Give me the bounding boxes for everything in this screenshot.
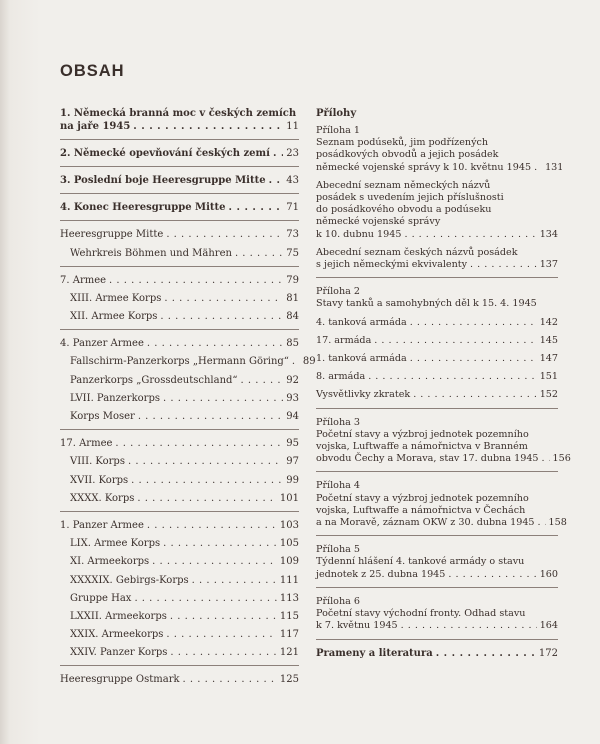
page-number: 158 (548, 517, 567, 529)
entry-title-line: XXIV. Panzer Korps (70, 647, 168, 659)
toc-entry[interactable] (60, 611, 299, 624)
toc-entry[interactable] (60, 275, 299, 288)
dot-leader (448, 569, 536, 581)
dot-leader (470, 259, 537, 271)
page-number: 71 (286, 202, 299, 214)
appendix-entry[interactable] (316, 317, 558, 329)
page-number: 121 (279, 647, 299, 659)
dot-leader (128, 456, 283, 469)
entry-title-line: 7. Armee (60, 274, 107, 286)
section-divider (316, 471, 558, 472)
page-number: 134 (539, 228, 558, 240)
entry-title-line: Početní stavy a výzbroj jednotek pozemního (316, 428, 529, 440)
appendix-entry[interactable] (316, 180, 558, 241)
toc-appendix-column (316, 108, 571, 666)
page-number: 111 (279, 574, 299, 586)
page-number: 152 (539, 389, 558, 401)
entry-title-line: vojska, Luftwaffe a námořnictva v Čechách (316, 504, 526, 516)
entry-title-line: Početní stavy a výzbroj jednotek pozemního (316, 492, 529, 504)
entry-title-line: 17. Armee (60, 438, 113, 450)
page-number: 131 (545, 161, 564, 173)
page-number: 85 (286, 338, 299, 350)
entry-title-line: LXXII. Armeekorps (70, 610, 167, 622)
toc-entry[interactable] (60, 248, 299, 261)
dot-leader (534, 162, 542, 174)
entry-title-line: Týdenní hlášení 4. tankové armády o stavu (316, 556, 525, 568)
page-number: 151 (539, 371, 558, 383)
entry-title-line: LIX. Armee Korps (70, 538, 161, 550)
entry-title-line: vojska, Luftwaffe a námořnictva v Branném (316, 441, 528, 453)
entry-title-line: XII. Armee Korps (70, 311, 158, 323)
section-divider (316, 408, 558, 409)
entry-title-line: s jejich německými ekvivalenty (316, 259, 468, 271)
dot-leader (273, 148, 283, 161)
entry-title-line: 4. Konec Heeresgruppe Mitte (60, 202, 226, 214)
entry-title-line: Korps Moser (70, 411, 135, 423)
section-divider (60, 139, 299, 140)
toc-entry[interactable] (60, 629, 299, 642)
page-number: 75 (286, 247, 299, 259)
page-number: 94 (286, 411, 299, 423)
appendix-entry[interactable] (316, 286, 558, 310)
toc-entry[interactable] (60, 148, 299, 161)
entry-title-line: 1. Panzer Armee (60, 519, 144, 531)
dot-leader (542, 453, 550, 465)
appendix-entry[interactable] (316, 596, 558, 633)
page-number: 105 (279, 538, 299, 550)
dot-leader (183, 674, 277, 687)
page-number: 125 (279, 674, 299, 686)
entry-title-line: XVII. Korps (70, 474, 129, 486)
entry-title-line: 4. Panzer Armee (60, 338, 144, 350)
appendix-entry[interactable] (316, 480, 567, 529)
dot-leader (368, 371, 537, 383)
page-number: 95 (286, 438, 299, 450)
entry-title-line: 2. Německé opevňování českých zemí (60, 147, 270, 159)
entry-title-line: XXIX. Armeekorps (70, 629, 164, 641)
appendix-entry[interactable] (316, 648, 558, 660)
toc-entry[interactable] (60, 411, 299, 424)
entry-title-line: Panzerkorps „Grossdeutschland“ (70, 374, 238, 386)
entry-title-line: 17. armáda (316, 334, 372, 346)
page-number: 84 (286, 311, 299, 323)
section-divider (316, 535, 558, 536)
dot-leader (235, 248, 283, 261)
dot-leader (292, 356, 300, 369)
section-divider (60, 329, 299, 330)
entry-title-line: VIII. Korps (70, 456, 125, 468)
toc-entry[interactable] (60, 229, 299, 242)
page-number: 43 (286, 174, 299, 186)
entry-title-line: německé vojenské správy (316, 216, 441, 228)
page-number: 73 (286, 229, 299, 241)
page-number: 172 (538, 647, 558, 659)
entry-title-line: XIII. Armee Korps (70, 292, 162, 304)
entry-title-line: LVII. Panzerkorps (70, 392, 160, 404)
dot-leader (163, 538, 277, 551)
entry-title-line: do posádkového obvodu a podúseku (316, 204, 492, 216)
page-number: 117 (279, 629, 299, 641)
appendix-entry[interactable] (316, 544, 558, 581)
appendix-caption: Příloha 1 (316, 125, 361, 136)
dot-leader (109, 275, 283, 288)
entry-title-line: a na Moravě, záznam OKW z 30. dubna 1945 (316, 517, 535, 529)
page-number: 81 (286, 292, 299, 304)
appendix-caption: Příloha 5 (316, 544, 361, 556)
toc-entry[interactable] (60, 475, 299, 488)
dot-leader (147, 338, 283, 351)
appendix-heading: Přílohy (316, 108, 357, 119)
toc-entry[interactable] (60, 375, 299, 388)
entry-title-line: Abecední seznam německých názvů (316, 179, 491, 191)
entry-title-line: posádek s uvedením jejich příslušnosti (316, 192, 504, 204)
entry-title-line: Stavy tanků a samohybných děl k 15. 4. 1945 (316, 298, 537, 310)
appendix-caption: Příloha 3 (316, 416, 361, 428)
dot-leader (147, 520, 277, 533)
dot-leader (269, 175, 284, 188)
dot-leader (137, 493, 277, 506)
page-number: 93 (286, 392, 299, 404)
section-divider (60, 220, 299, 221)
entry-title-line: Heeresgruppe Mitte (60, 229, 164, 241)
dot-leader (241, 375, 284, 388)
toc-entry[interactable] (60, 493, 299, 506)
page-number: 137 (539, 259, 558, 271)
dot-leader (163, 393, 283, 406)
entry-title-line: Wehrkreis Böhmen und Mähren (70, 247, 232, 259)
entry-title-line: posádkových obvodů a jejich posádek (316, 149, 499, 161)
dot-leader (410, 353, 537, 365)
page-number: 147 (539, 353, 558, 365)
entry-title-line: 4. tanková armáda (316, 316, 407, 328)
toc-entry[interactable] (60, 293, 299, 306)
toc-entry[interactable] (60, 356, 316, 369)
page-number: 89 (302, 356, 316, 368)
dot-leader (134, 593, 276, 606)
page-number: 97 (286, 456, 299, 468)
toc-entry[interactable] (60, 311, 299, 324)
page-number: 103 (279, 519, 299, 531)
toc-entry[interactable] (60, 456, 299, 469)
page-number: 109 (279, 556, 299, 568)
page-number: 142 (539, 316, 558, 328)
page-number: 113 (279, 592, 299, 604)
section-divider (60, 511, 299, 512)
page-number: 11 (286, 120, 299, 132)
entry-title-line: Gruppe Hax (70, 592, 132, 604)
entry-title-line: Abecední seznam českých názvů posádek (316, 246, 518, 258)
toc-entry[interactable] (60, 175, 299, 188)
dot-leader (131, 475, 283, 488)
page-title: OBSAH (60, 62, 125, 80)
entry-title-line: 1. Německá branná moc v českých zemích (60, 108, 297, 119)
dot-leader (374, 335, 536, 347)
section-divider (60, 166, 299, 167)
toc-entry[interactable] (60, 520, 299, 533)
entry-title-line: XXXX. Korps (70, 492, 135, 504)
appendix-entry[interactable] (316, 389, 558, 401)
dot-leader (160, 311, 283, 324)
dot-leader (229, 202, 284, 215)
dot-leader (138, 411, 283, 424)
entry-title-line: Vysvětlivky zkratek (316, 389, 411, 401)
toc-entry[interactable] (60, 202, 299, 215)
toc-entry[interactable] (60, 108, 299, 133)
section-divider (316, 639, 558, 640)
entry-title-line: Prameny a literatura (316, 647, 433, 659)
page-number: 99 (286, 474, 299, 486)
entry-title-line: k 7. květnu 1945 (316, 620, 398, 632)
section-divider (316, 587, 558, 588)
appendix-entry[interactable] (316, 371, 558, 383)
entry-title-line: Početní stavy východní fronty. Odhad stavu (316, 608, 526, 620)
page-number: 101 (279, 492, 299, 504)
dot-leader (166, 629, 277, 642)
section-divider (60, 429, 299, 430)
entry-title-line: k 10. dubnu 1945 (316, 228, 402, 240)
toc-entry[interactable] (60, 647, 299, 660)
appendix-entry[interactable] (316, 125, 564, 174)
dot-leader (115, 438, 283, 451)
dot-leader (170, 647, 277, 660)
page-number: 145 (539, 334, 558, 346)
toc-main-column (60, 108, 316, 693)
section-divider (316, 277, 558, 278)
dot-leader (538, 517, 546, 529)
toc-entry[interactable] (60, 556, 299, 569)
section-divider (60, 266, 299, 267)
appendix-caption: Příloha 2 (316, 286, 361, 298)
dot-leader (152, 556, 277, 569)
appendix-entry[interactable] (316, 335, 558, 347)
page-number: 79 (286, 274, 299, 286)
entry-title-line: Fallschirm-Panzerkorps „Hermann Göring“ (70, 356, 289, 368)
dot-leader (410, 317, 537, 329)
dot-leader (436, 648, 536, 660)
entry-title-line: XXXXIX. Gebirgs-Korps (70, 574, 189, 586)
toc-entry[interactable] (60, 393, 299, 406)
appendix-caption: Příloha 6 (316, 595, 361, 607)
page-number: 164 (539, 620, 558, 632)
dot-leader (133, 121, 283, 134)
dot-leader (170, 611, 277, 624)
entry-title-line: XI. Armeekorps (70, 556, 150, 568)
page-number: 156 (552, 453, 571, 465)
section-divider (60, 193, 299, 194)
toc-entry[interactable] (60, 674, 299, 687)
section-divider (60, 665, 299, 666)
entry-title-line: na jaře 1945 (60, 120, 131, 132)
entry-title-line: 3. Poslední boje Heeresgruppe Mitte (60, 174, 266, 186)
dot-leader (192, 575, 277, 588)
toc-entry[interactable] (60, 338, 299, 351)
entry-title-line: obvodu Čechy a Morava, stav 17. dubna 1945 (316, 453, 539, 465)
entry-title-line: Heeresgruppe Ostmark (60, 674, 180, 686)
appendix-entry[interactable] (316, 353, 558, 365)
entry-title-line: jednotek z 25. dubna 1945 (316, 568, 446, 580)
appendix-entry[interactable] (316, 416, 571, 466)
page-number: 23 (286, 147, 299, 159)
entry-title-line: 8. armáda (316, 371, 366, 383)
appendix-caption: Příloha 4 (316, 480, 361, 492)
dot-leader (413, 389, 536, 401)
page-number: 92 (286, 374, 299, 386)
toc-entry[interactable] (60, 438, 299, 451)
dot-leader (401, 620, 537, 632)
page-number: 160 (539, 568, 558, 580)
appendix-entry[interactable] (316, 247, 558, 271)
toc-entry[interactable] (60, 575, 299, 588)
entry-title-line: Seznam podúseků, jim podřízených (316, 137, 489, 149)
entry-title-line: 1. tanková armáda (316, 353, 407, 365)
dot-leader (404, 229, 536, 241)
toc-entry[interactable] (60, 538, 299, 551)
toc-entry[interactable] (60, 593, 299, 606)
dot-leader (166, 229, 283, 242)
dot-leader (164, 293, 283, 306)
page-number: 115 (279, 610, 299, 622)
entry-title-line: německé vojenské správy k 10. květnu 1945 (316, 161, 532, 173)
